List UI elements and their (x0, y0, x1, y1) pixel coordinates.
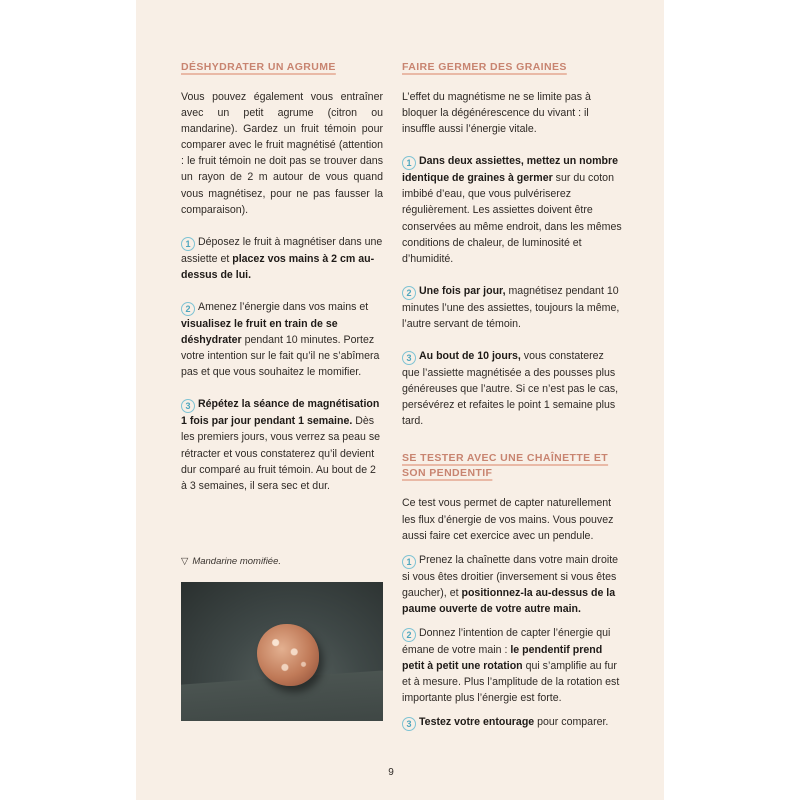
step-text: Déposez le fruit à magnétiser dans une assiette et (181, 235, 383, 265)
intro-paragraph: L’effet du magnétisme ne se limite pas à bloquer la dégénérescence du vivant : il insuffle aussi l’énergie vitale. (402, 91, 591, 136)
step-number-icon: 2 (402, 628, 416, 642)
section-heading-pendant: SE TESTER AVEC UNE CHAÎNETTE ET SON PENDENTIF (402, 452, 609, 480)
step-text-end: Dès les premiers jours, vous verrez sa peau se rétracter et vous constaterez qu’il devient dur comparé au fruit témoin. Au bout de 2 à 3 semaines, il sera sec et dur. (181, 415, 381, 492)
mandarin-image (257, 624, 319, 686)
step-text: Prenez la chaînette dans votre main droite si vous êtes droitier (inversement si vous êtes gaucher), et (402, 553, 619, 599)
mummified-mandarin-photo (181, 582, 383, 721)
step-text-end: pour comparer. (534, 716, 609, 729)
step-text-end: magnétisez pendant 10 minutes l’une des assiettes, toujours la même, l’autre servant de témoin. (402, 284, 620, 330)
step-2 (402, 625, 622, 706)
step-1 (181, 234, 383, 283)
step-text: Amenez l’énergie dans vos mains et (198, 300, 369, 313)
caption-text: Mandarine momifiée. (192, 556, 282, 567)
step-bold-text: Testez votre entourage (419, 716, 535, 729)
step-number-icon: 1 (181, 237, 195, 251)
intro-paragraph: Ce test vous permet de capter naturellement les flux d’énergie de vos mains. Vous pouvez aussi faire cet exercice avec un pendule. (402, 497, 614, 542)
step-text: Donnez l’intention de capter l’énergie qui émane de votre main : (402, 626, 611, 656)
step-3 (402, 348, 622, 429)
step-bold-text: le pendentif prend petit à petit une rotation (402, 643, 603, 673)
step-bold-text: Dans deux assiettes, mettez un nombre identique de graines à germer (402, 155, 618, 185)
step-1 (402, 552, 622, 617)
step-bold-text: placez vos mains à 2 cm au-dessus de lui. (181, 252, 375, 281)
step-bold-text: positionnez-la au-dessus de la paume ouverte de votre autre main. (402, 586, 616, 615)
page-number: 9 (388, 767, 394, 778)
step-3 (402, 714, 622, 731)
photo-caption (181, 556, 383, 567)
section-heading-dehydrate: DÉSHYDRATER UN AGRUME (181, 61, 336, 73)
step-2 (181, 299, 383, 380)
step-number-icon: 1 (402, 156, 416, 170)
step-3 (181, 396, 383, 493)
step-number-icon: 3 (181, 399, 195, 413)
step-number-icon: 3 (402, 717, 416, 731)
step-text-end: qui s’amplifie au fur et à mesure. Plus l’amplitude de la rotation est importante plus l’énergie est forte. (402, 660, 620, 705)
intro-paragraph: Vous pouvez également vous entraîner avec un petit agrume (citron ou mandarine). Gardez un fruit témoin pour comparer avec le fruit magnétisé (attention : le fruit témoin ne doit pas se trouver dans un rayon de 2 m autour de vous quand vous magnétisez, pour ne pas fausser la comparaison). (181, 91, 383, 216)
step-number-icon: 3 (402, 351, 416, 365)
triangle-down-icon: ▽ (181, 556, 189, 567)
section-heading-germinate: FAIRE GERMER DES GRAINES (402, 61, 567, 73)
step-number-icon: 1 (402, 555, 416, 569)
step-bold-text: visualisez le fruit en train de se déshydrater (181, 317, 338, 347)
step-bold-text: Une fois par jour, (419, 284, 506, 297)
step-number-icon: 2 (181, 302, 195, 316)
right-column (402, 60, 622, 731)
step-2 (402, 283, 622, 332)
step-number-icon: 2 (402, 286, 416, 300)
step-text-end: pendant 10 minutes. Portez votre intention sur le fait qu’il ne s’abîmera pas et que vous souhaitez le momifier. (181, 334, 380, 379)
step-bold-text: Répétez la séance de magnétisation 1 fois par jour pendant 1 semaine. (181, 398, 380, 428)
step-text-end: sur du coton imbibé d’eau, que vous pulvériserez régulièrement. Les assiettes doivent être conservées au même endroit, dans les mêmes conditions de chaleur, de luminosité et d’humidité. (402, 172, 622, 265)
step-bold-text: Au bout de 10 jours, (419, 350, 521, 363)
step-1 (402, 153, 622, 267)
step-text-end: vous constaterez que l’assiette magnétisée a des pousses plus généreuses que l’autre. Si ce n’est pas le cas, persévérez et refaites le point 1 semaine plus tard. (402, 350, 619, 428)
left-column (181, 60, 383, 494)
